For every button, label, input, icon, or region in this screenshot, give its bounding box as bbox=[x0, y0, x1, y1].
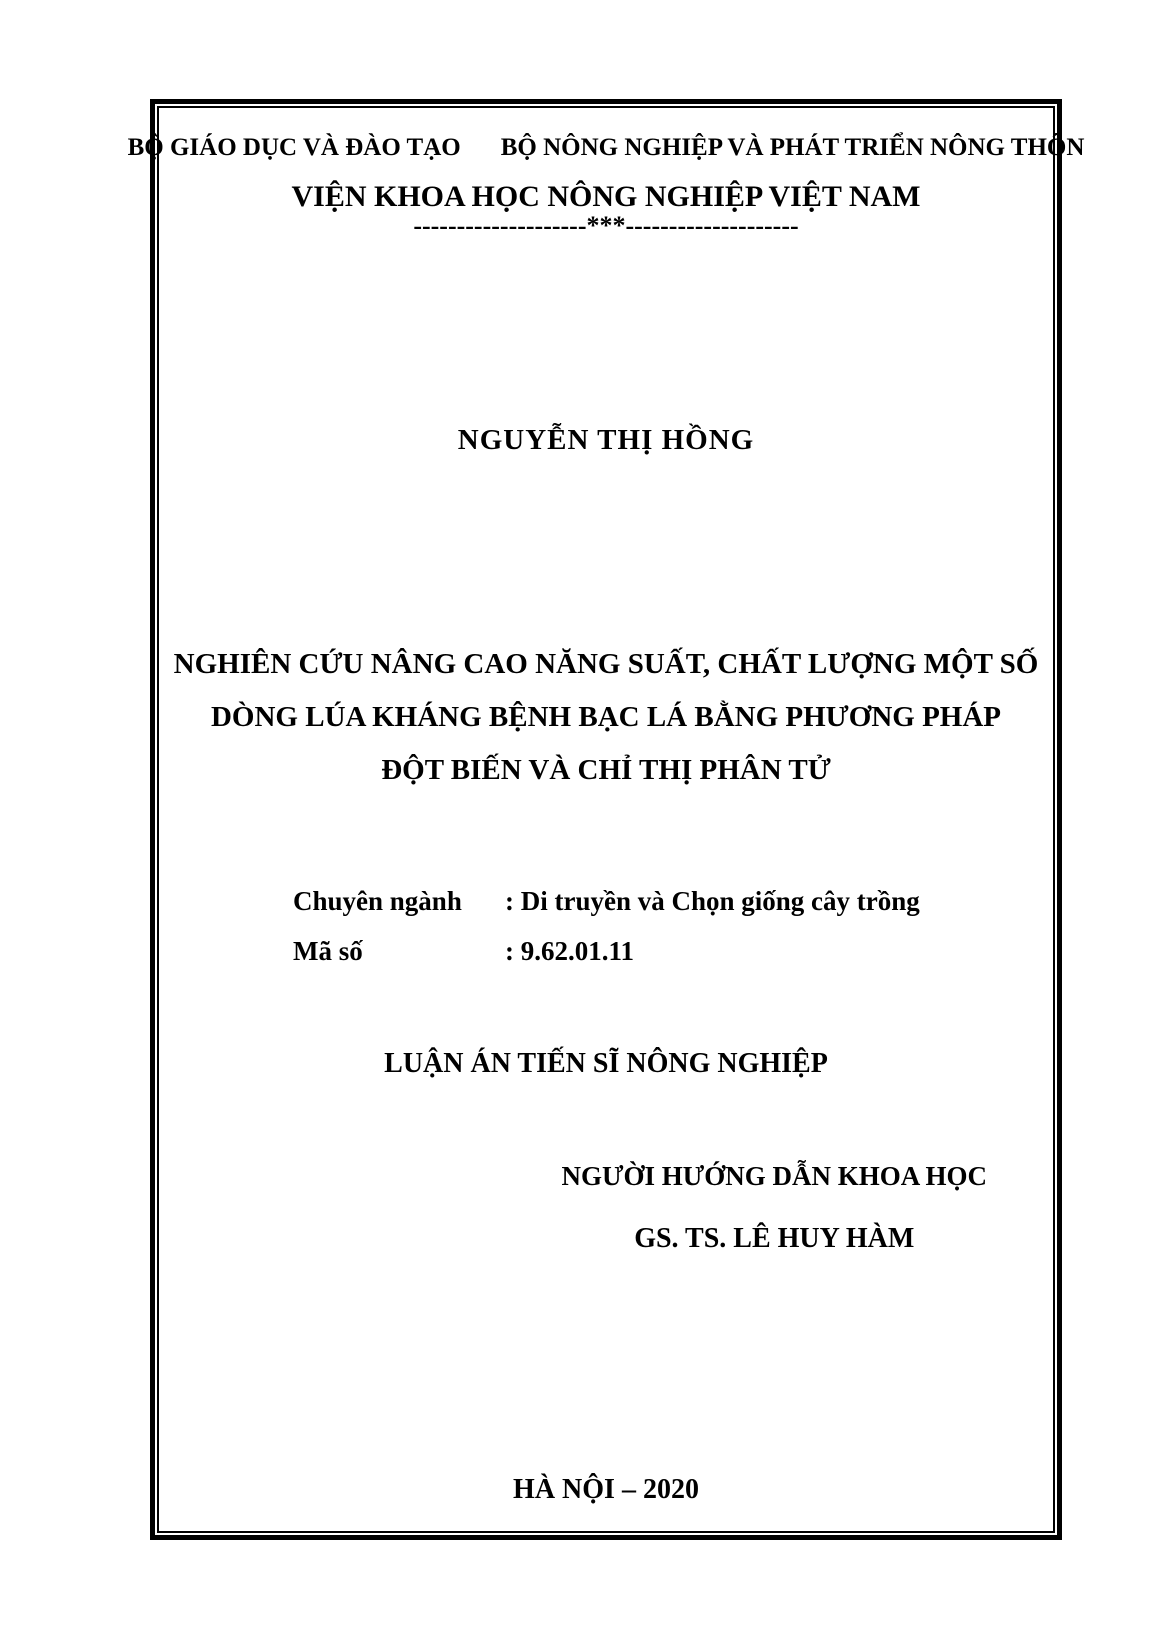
thesis-title bbox=[159, 638, 1053, 797]
ministry-education-label: BỘ GIÁO DỤC VÀ ĐÀO TẠO bbox=[127, 134, 461, 161]
specialty-row bbox=[293, 876, 920, 926]
code-row bbox=[293, 926, 920, 976]
page-border-inner bbox=[127, 106, 1085, 1533]
specialty-label: Chuyên ngành bbox=[293, 886, 462, 916]
thesis-title-line3: ĐỘT BIẾN VÀ CHỈ THỊ PHÂN TỬ bbox=[381, 754, 831, 786]
specialty-block bbox=[293, 876, 920, 976]
institute-name: VIỆN KHOA HỌC NÔNG NGHIỆP VIỆT NAM bbox=[291, 180, 921, 213]
city-year-line: HÀ NỘI – 2020 bbox=[513, 1474, 699, 1505]
decorative-separator: --------------------***-------------------- bbox=[413, 211, 799, 240]
supervisor-heading: NGƯỜI HƯỚNG DẪN KHOA HỌC bbox=[561, 1161, 987, 1191]
thesis-title-line2: DÒNG LÚA KHÁNG BỆNH BẠC LÁ BẰNG PHƯƠNG PHÁP bbox=[210, 701, 1001, 733]
author-name: NGUYỄN THỊ HỒNG bbox=[457, 424, 755, 456]
specialty-value: : Di truyền và Chọn giống cây trồng bbox=[505, 886, 920, 916]
ministries-line bbox=[127, 132, 1085, 163]
ministry-agriculture-label: BỘ NÔNG NGHIỆP VÀ PHÁT TRIỂN NÔNG THÔN bbox=[500, 134, 1085, 161]
code-label: Mã số bbox=[293, 936, 363, 966]
supervisor-block bbox=[561, 1160, 987, 1256]
supervisor-name: GS. TS. LÊ HUY HÀM bbox=[634, 1222, 915, 1254]
thesis-title-line1: NGHIÊN CỨU NÂNG CAO NĂNG SUẤT, CHẤT LƯỢNG MỘT SỐ bbox=[173, 648, 1039, 680]
degree-line: LUẬN ÁN TIẾN SĨ NÔNG NGHIỆP bbox=[384, 1048, 828, 1079]
page-border-outer bbox=[127, 99, 1085, 1540]
code-value: : 9.62.01.11 bbox=[505, 936, 635, 966]
